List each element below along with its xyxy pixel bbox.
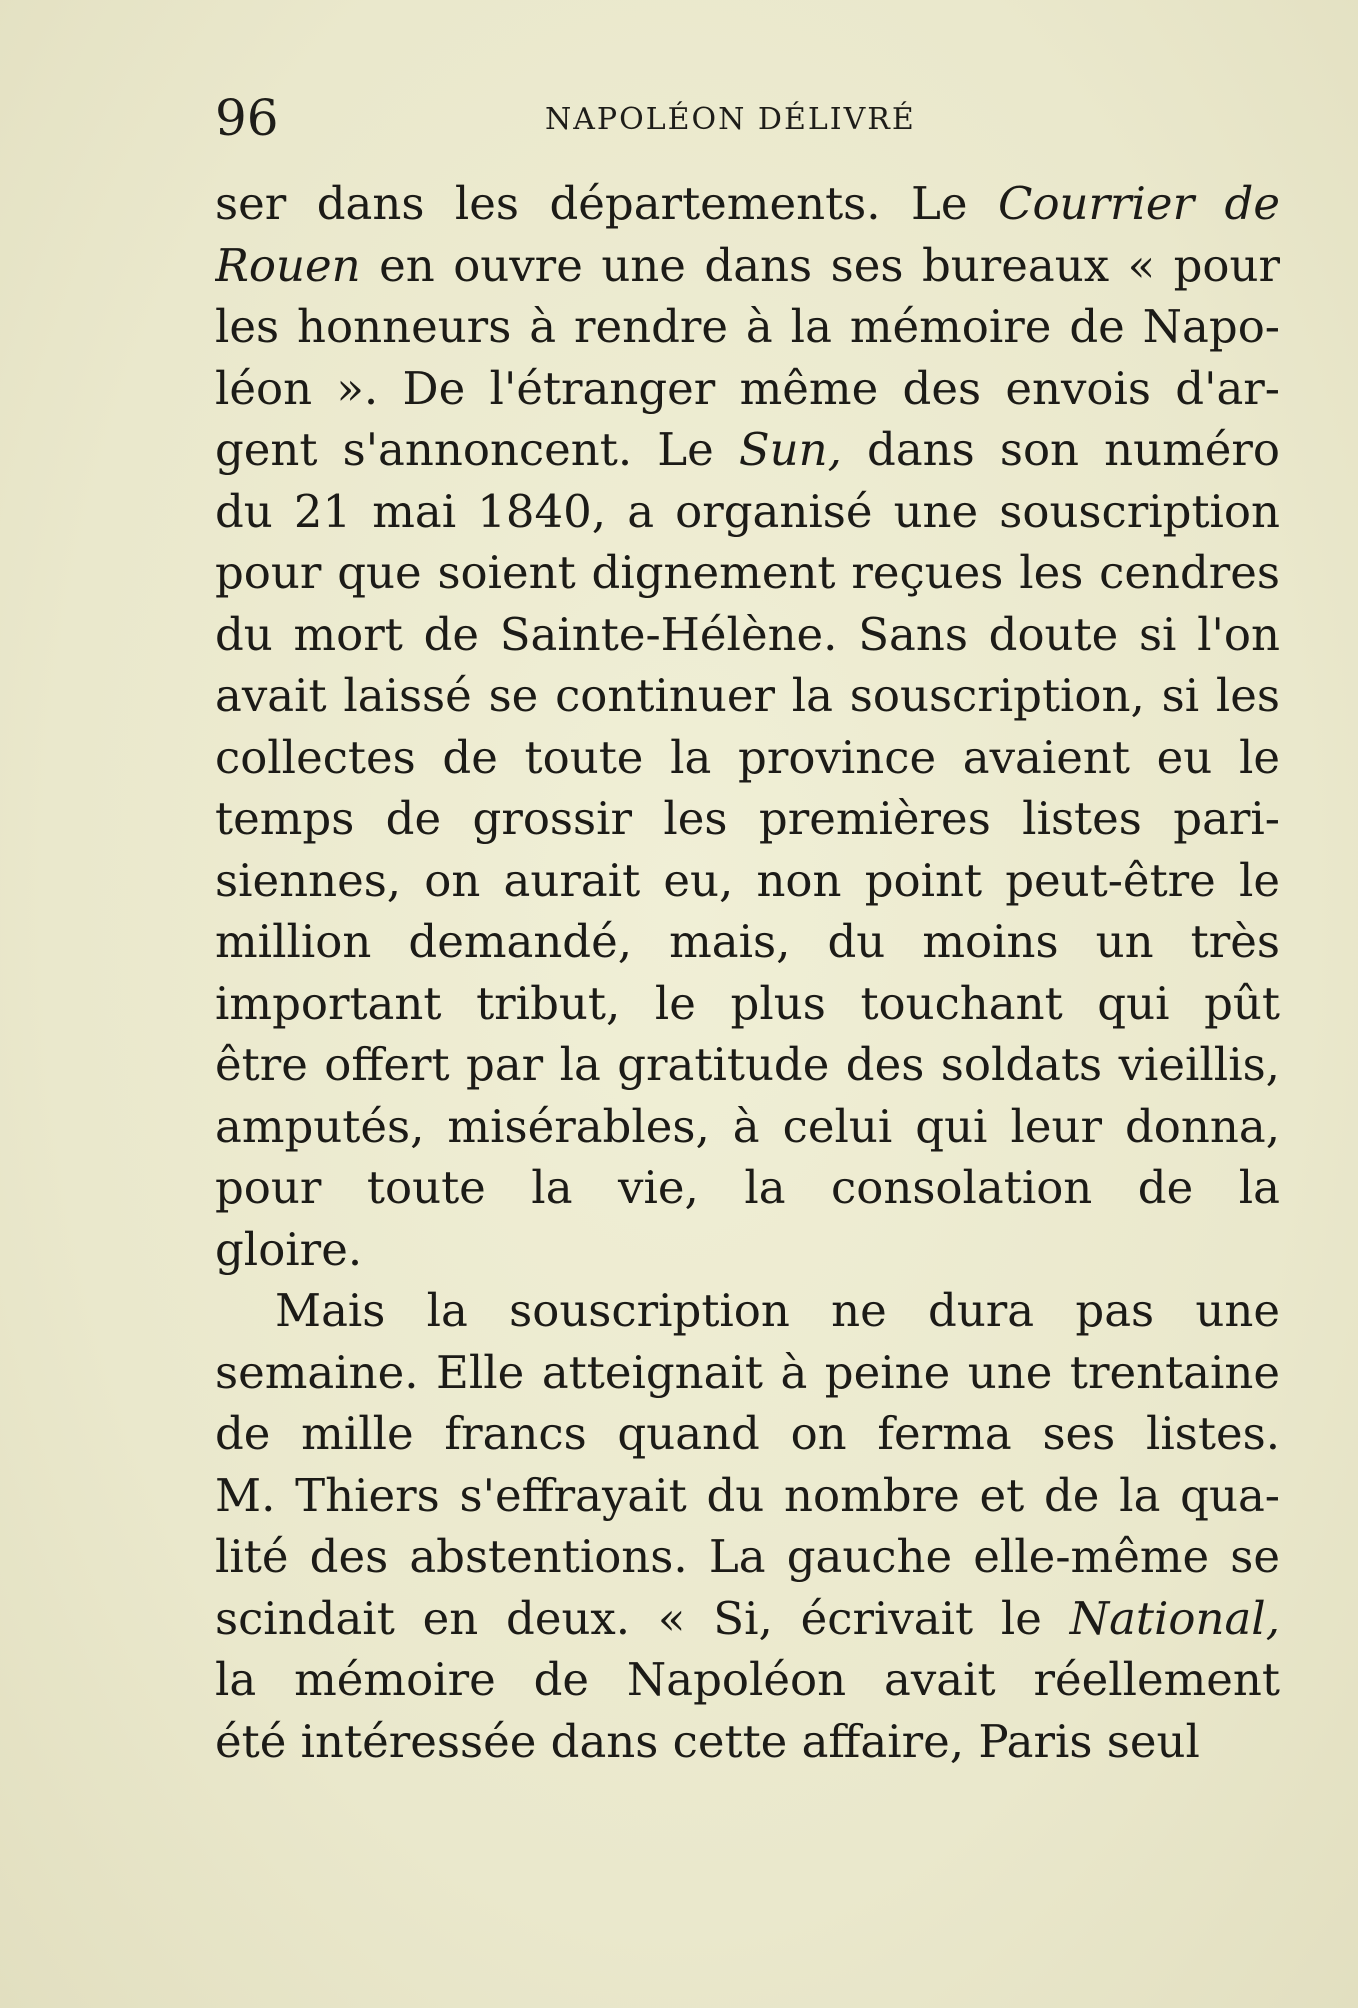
text-line: ser dans les départements. Le Courrier de [215, 177, 1280, 230]
text-line: léon ». De l'étranger même des envois d'ar- [215, 361, 1280, 415]
text-line: scindait en deux. « Si, écrivait le National, [215, 1591, 1280, 1645]
text-line: semaine. Elle atteignait à peine une trentaine [215, 1345, 1280, 1399]
text-line: million demandé, mais, du moins un très [215, 915, 1280, 968]
text-line: les honneurs à rendre à la mémoire de Napo- [215, 300, 1280, 353]
text-line: été intéressée dans cette affaire, Paris seul [215, 1714, 1200, 1768]
text-line: avait laissé se continuer la souscription, si les [215, 669, 1280, 722]
text-line: pour toute la vie, la consolation de la [215, 1161, 1280, 1214]
body-text [215, 173, 1280, 1772]
text-line: gloire. [215, 1222, 363, 1276]
text-line: amputés, misérables, à celui qui leur donna, [215, 1099, 1280, 1153]
text-line: gent s'annoncent. Le Sun, dans son numéro [215, 423, 1280, 476]
italic-title: Rouen [215, 238, 361, 292]
text-line: lité des abstentions. La gauche elle-même se [215, 1530, 1280, 1583]
text-line: siennes, on aurait eu, non point peut-être le [215, 853, 1280, 907]
italic-title: National, [1069, 1591, 1280, 1645]
page-number: 96 [215, 89, 279, 147]
text-line: du 21 mai 1840, a organisé une souscription [215, 484, 1280, 538]
text-line: être offert par la gratitude des soldats vieillis, [215, 1038, 1280, 1091]
text-line: pour que soient dignement reçues les cendres [215, 546, 1280, 599]
running-title: NAPOLÉON DÉLIVRÉ [545, 102, 916, 137]
text-line: Rouen en ouvre une dans ses bureaux « pour [215, 238, 1280, 292]
italic-title: Sun, [738, 423, 842, 476]
italic-title: Courrier de [998, 177, 1280, 230]
text-line: important tribut, le plus touchant qui pût [215, 976, 1280, 1030]
text-line: temps de grossir les premières listes pari- [215, 792, 1280, 845]
text-line: collectes de toute la province avaient eu le [215, 730, 1280, 784]
text-line: du mort de Sainte-Hélène. Sans doute si l'on [215, 607, 1280, 661]
text-line: de mille francs quand on ferma ses listes. [215, 1407, 1280, 1460]
text-line: M. Thiers s'effrayait du nombre et de la qua- [215, 1468, 1280, 1522]
page-header [215, 88, 1280, 148]
text-line: la mémoire de Napoléon avait réellement [215, 1653, 1280, 1706]
text-line: Mais la souscription ne dura pas une [275, 1284, 1280, 1337]
